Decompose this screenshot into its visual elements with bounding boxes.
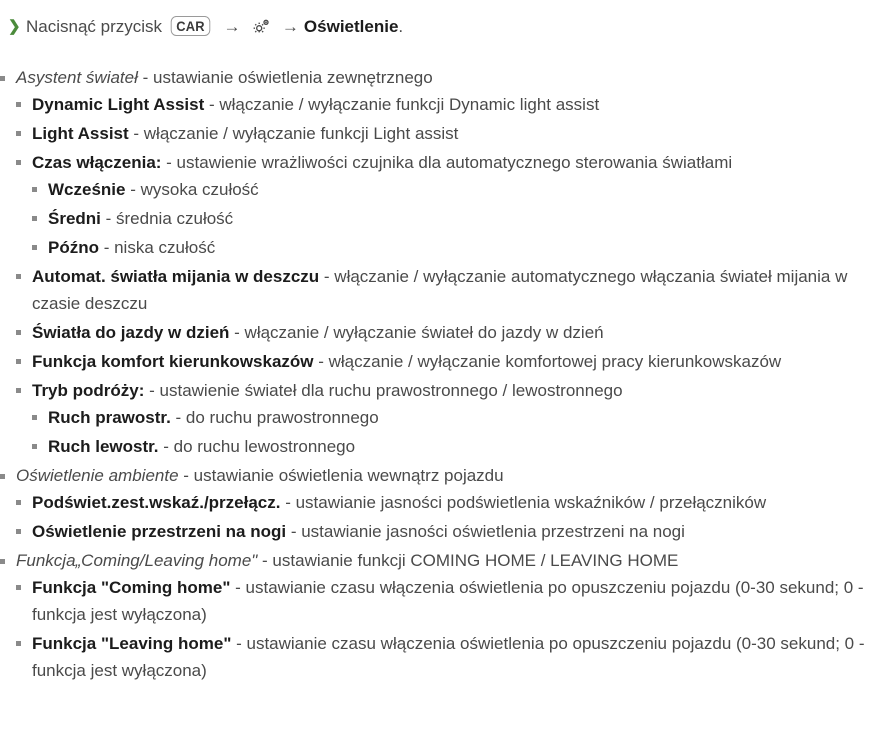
square-bullet-icon <box>16 330 21 335</box>
square-bullet-icon <box>16 585 21 590</box>
arrow-2-icon: → <box>281 17 299 36</box>
list-item[interactable] <box>16 377 893 460</box>
list-item[interactable] <box>16 518 893 545</box>
square-bullet-icon <box>16 529 21 534</box>
square-bullet-icon <box>16 160 21 165</box>
square-bullet-icon <box>16 641 21 646</box>
list-item[interactable] <box>16 348 893 375</box>
square-bullet-icon <box>0 76 5 81</box>
square-bullet-icon <box>0 559 5 564</box>
menu-tree-root <box>0 64 893 684</box>
list-item-text <box>48 205 893 232</box>
item-title: Podświet.zest.wskaź./przełącz. <box>32 493 281 512</box>
item-desc: - ustawianie czasu włączenia oświetlenia po opuszczeniu pojazdu (0-30 sekund; 0 - funkcja jest wyłączona) <box>32 578 864 624</box>
list-item-text <box>32 120 893 147</box>
item-title: Światła do jazdy w dzień <box>32 323 230 342</box>
list-item[interactable] <box>16 319 893 346</box>
square-bullet-icon <box>16 359 21 364</box>
list-item-text <box>32 630 893 684</box>
square-bullet-icon <box>32 245 37 250</box>
list-item[interactable] <box>32 433 893 460</box>
list-item-text <box>32 574 893 628</box>
step-instruction-text <box>26 14 893 44</box>
list-item[interactable] <box>32 404 893 431</box>
submenu <box>32 176 893 261</box>
list-item[interactable] <box>16 574 893 628</box>
gear-settings-icon[interactable] <box>251 18 271 44</box>
item-desc: - do ruchu lewostronnego <box>158 437 356 456</box>
item-desc: - ustawianie jasności oświetlenia przestrzeni na nogi <box>286 522 685 541</box>
list-item-text <box>32 518 893 545</box>
list-item-text <box>32 319 893 346</box>
list-item[interactable] <box>16 120 893 147</box>
square-bullet-icon <box>32 415 37 420</box>
submenu <box>16 489 893 545</box>
item-title: Średni <box>48 209 101 228</box>
item-desc: - niska czułość <box>99 238 216 257</box>
step-suffix: . <box>398 17 404 36</box>
square-bullet-icon <box>16 131 21 136</box>
list-item-text <box>48 404 893 431</box>
step-target-label: Oświetlenie <box>303 17 399 36</box>
list-item[interactable] <box>0 547 893 684</box>
list-item[interactable] <box>32 205 893 232</box>
item-desc: - ustawianie oświetlenia wewnątrz pojazdu <box>178 466 504 485</box>
item-title: Późno <box>48 238 99 257</box>
square-bullet-icon <box>0 474 5 479</box>
item-title: Asystent świateł <box>16 68 138 87</box>
item-desc: - włączanie / wyłączanie świateł do jazdy w dzień <box>229 323 604 342</box>
list-item-text <box>32 348 893 375</box>
item-title: Czas włączenia: <box>32 153 162 172</box>
chevron-right-icon: ❯ <box>8 18 21 35</box>
item-title: Light Assist <box>32 124 129 143</box>
list-item-text <box>48 176 893 203</box>
item-desc: - wysoka czułość <box>125 180 259 199</box>
item-title: Automat. światła mijania w deszczu <box>32 267 320 286</box>
list-item[interactable] <box>0 462 893 545</box>
square-bullet-icon <box>32 216 37 221</box>
list-item[interactable] <box>32 234 893 261</box>
list-item[interactable] <box>16 149 893 261</box>
item-desc: - średnia czułość <box>100 209 234 228</box>
list-item-text <box>16 547 893 574</box>
item-title: Oświetlenie ambiente <box>16 466 179 485</box>
arrow-1-icon: → <box>223 17 241 36</box>
item-title: Wcześnie <box>48 180 126 199</box>
list-item-text <box>32 263 893 317</box>
list-item-text <box>32 489 893 516</box>
item-desc: - włączanie / wyłączanie funkcji Light assist <box>128 124 459 143</box>
list-item-text <box>16 462 893 489</box>
item-desc: - ustawianie funkcji COMING HOME / LEAVING HOME <box>257 551 679 570</box>
list-item-text <box>48 433 893 460</box>
list-item[interactable] <box>16 263 893 317</box>
item-desc: - do ruchu prawostronnego <box>170 408 379 427</box>
list-item-text <box>48 234 893 261</box>
submenu <box>16 91 893 460</box>
item-desc: - ustawienie świateł dla ruchu prawostronnego / lewostronnego <box>144 381 623 400</box>
item-desc: - ustawianie czasu włączenia oświetlenia po opuszczeniu pojazdu (0-30 sekund; 0 - funkcja jest wyłączona) <box>32 634 865 680</box>
item-title: Funkcja "Coming home" <box>32 578 231 597</box>
car-button-key[interactable]: CAR <box>170 16 210 36</box>
square-bullet-icon <box>32 187 37 192</box>
square-bullet-icon <box>16 274 21 279</box>
submenu <box>32 404 893 460</box>
item-desc: - ustawianie oświetlenia zewnętrznego <box>137 68 433 87</box>
list-item-text <box>32 377 893 404</box>
list-item-text <box>32 149 893 176</box>
item-title: Oświetlenie przestrzeni na nogi <box>32 522 287 541</box>
square-bullet-icon <box>16 388 21 393</box>
square-bullet-icon <box>16 500 21 505</box>
item-title: Funkcja komfort kierunkowskazów <box>32 352 314 371</box>
list-item[interactable] <box>0 64 893 460</box>
item-title: Tryb podróży: <box>32 381 145 400</box>
list-item-text <box>32 91 893 118</box>
square-bullet-icon <box>16 102 21 107</box>
item-title: Funkcja "Leaving home" <box>32 634 232 653</box>
item-desc: - ustawienie wrażliwości czujnika dla automatycznego sterowania światłami <box>161 153 733 172</box>
item-title: Ruch lewostr. <box>48 437 159 456</box>
submenu <box>16 574 893 684</box>
list-item[interactable] <box>16 91 893 118</box>
step-instruction-row <box>0 14 893 44</box>
item-title: Dynamic Light Assist <box>32 95 205 114</box>
list-item[interactable] <box>32 176 893 203</box>
item-desc: - włączanie / wyłączanie komfortowej pracy kierunkowskazów <box>313 352 782 371</box>
item-desc: - ustawianie jasności podświetlenia wskaźników / przełączników <box>280 493 767 512</box>
list-item-text <box>16 64 893 91</box>
item-title: Funkcja„Coming/Leaving home" <box>16 551 258 570</box>
item-desc: - włączanie / wyłączanie automatycznego włączania świateł mijania w czasie deszczu <box>32 267 848 313</box>
list-item[interactable] <box>16 489 893 516</box>
item-desc: - włączanie / wyłączanie funkcji Dynamic light assist <box>204 95 600 114</box>
item-title: Ruch prawostr. <box>48 408 171 427</box>
step-prefix: Nacisnąć przycisk <box>26 17 163 36</box>
square-bullet-icon <box>32 444 37 449</box>
list-item[interactable] <box>16 630 893 684</box>
